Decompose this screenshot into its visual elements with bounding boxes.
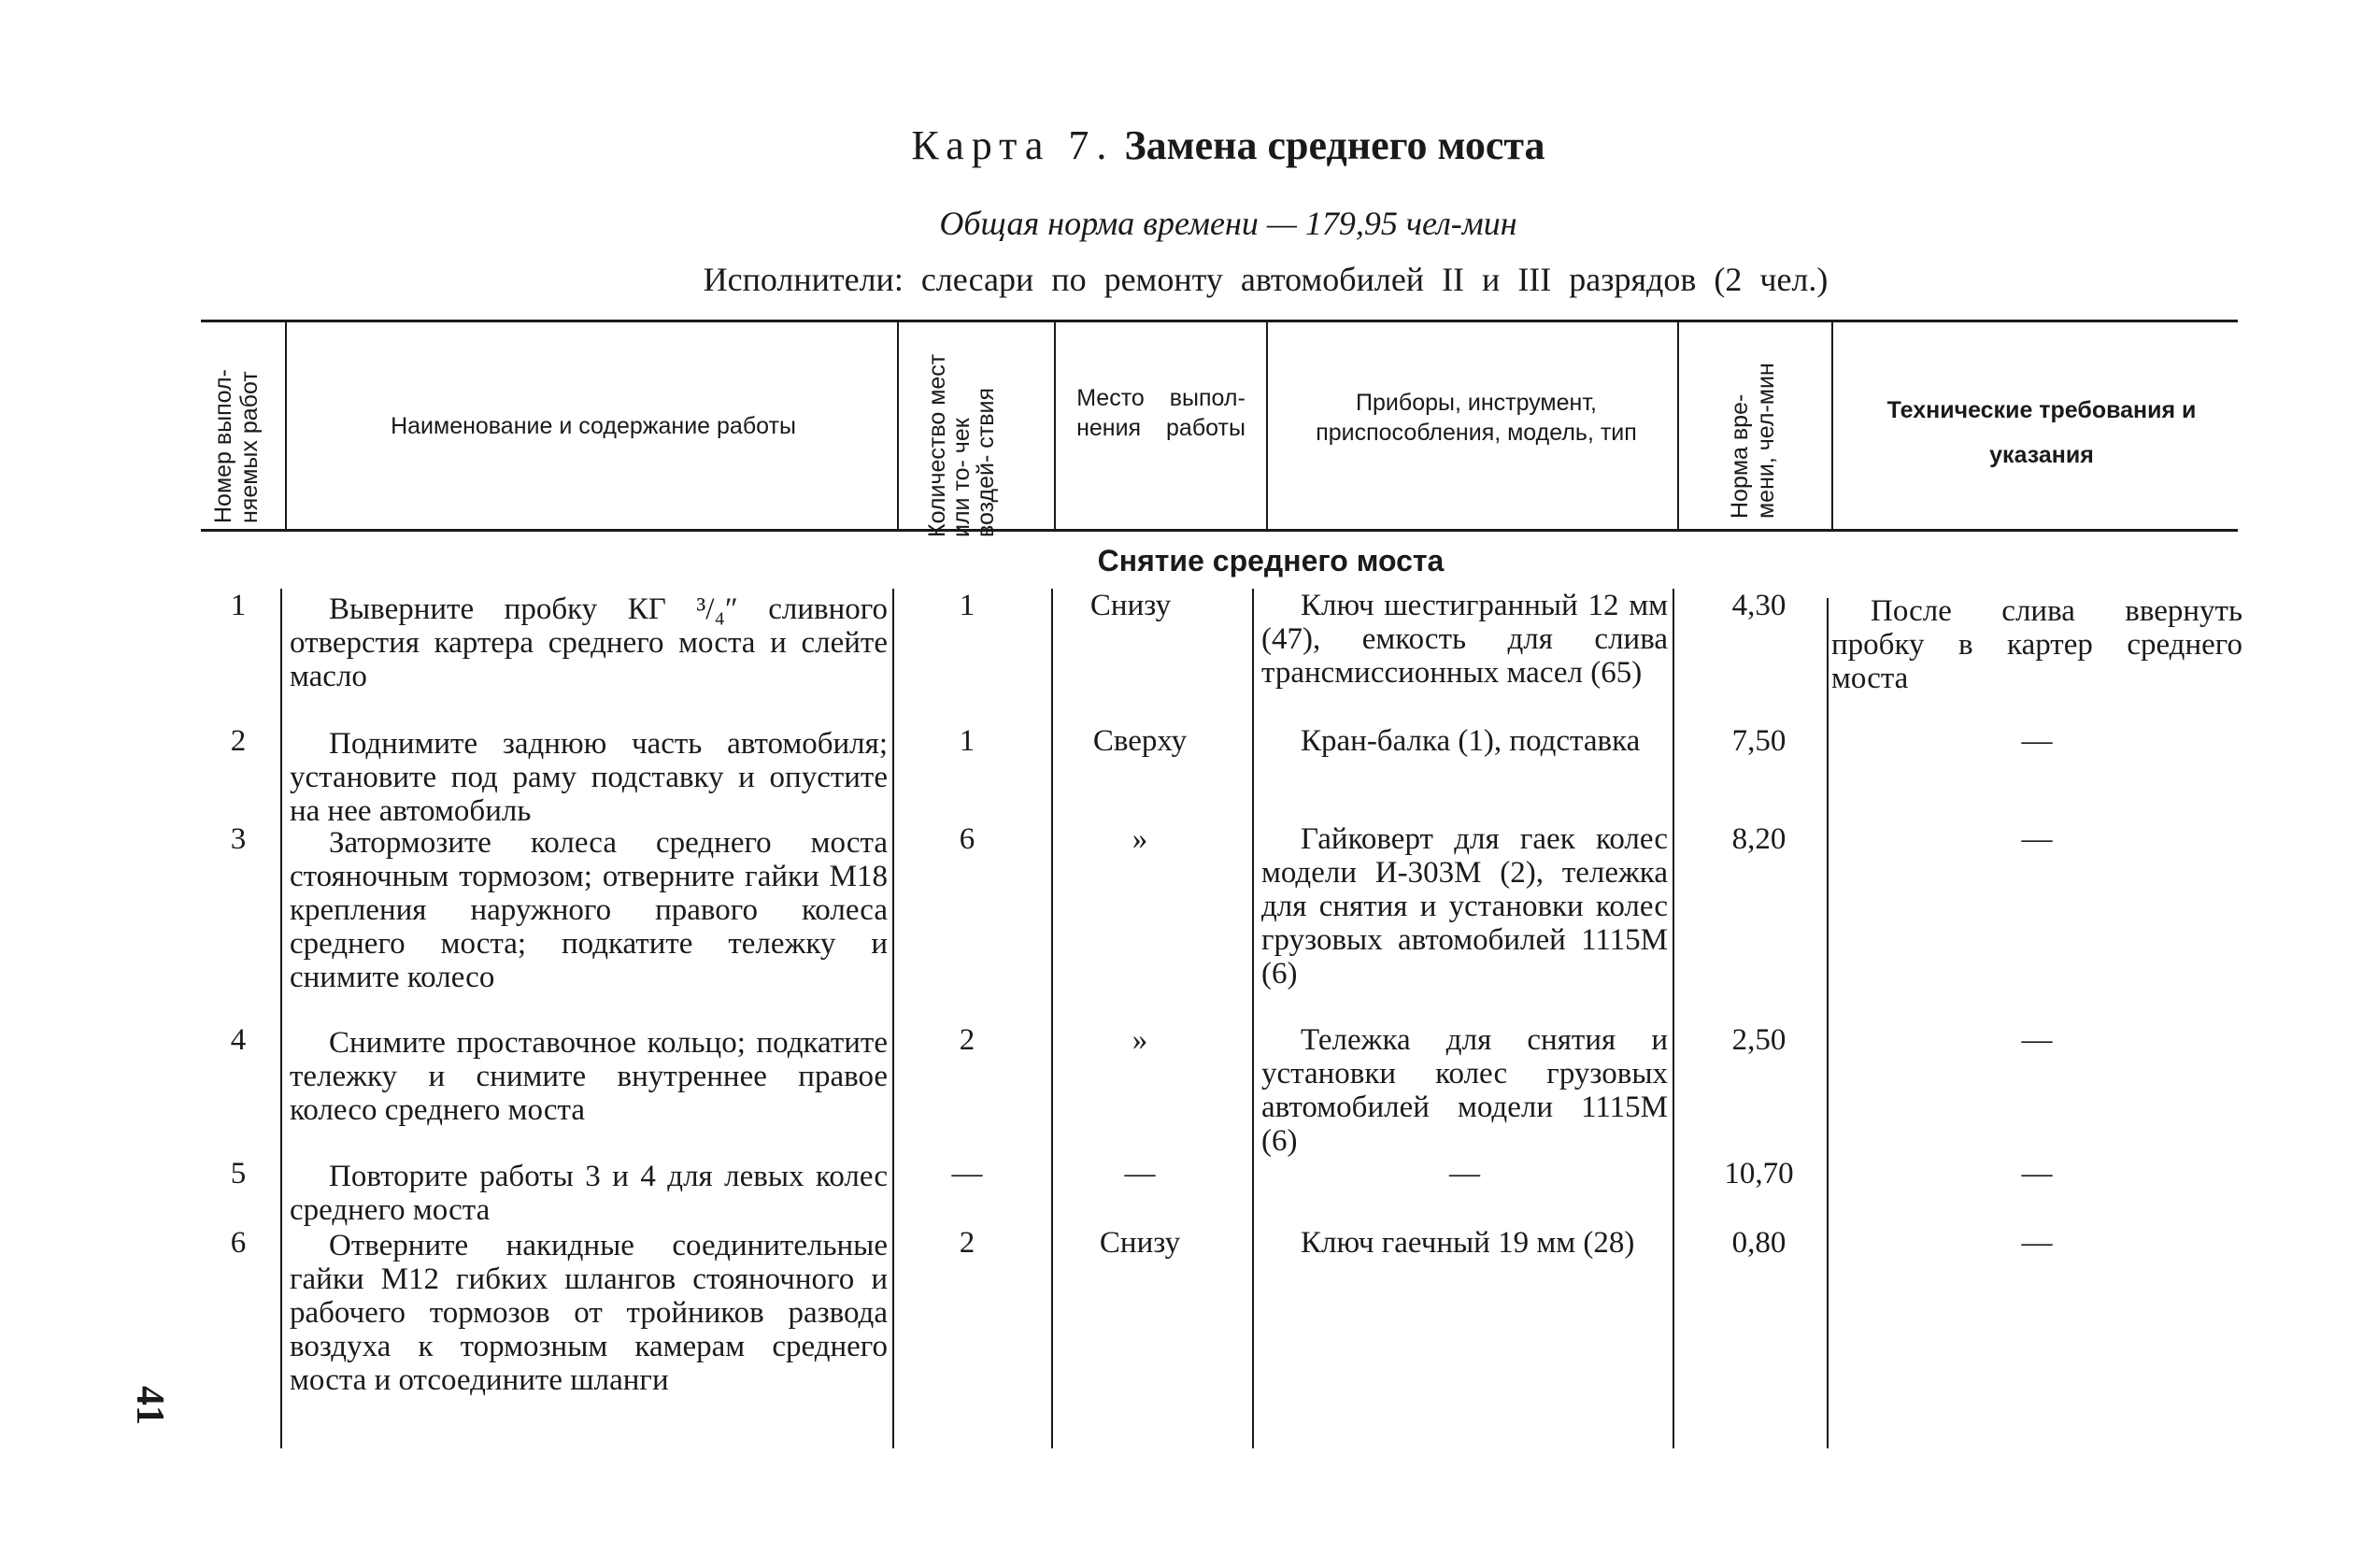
row-2-name: Поднимите заднюю часть автомобиля; установите под раму подставку и опустите на нее автомобиль: [290, 727, 888, 828]
row-6-num: 6: [230, 1226, 247, 1260]
page-title: [0, 121, 2363, 169]
row-2-qty: 1: [959, 724, 975, 758]
row-5-req: —: [2021, 1157, 2053, 1190]
row-2-tools: Кран-балка (1), подставка: [1301, 724, 1641, 758]
header-divider: [1831, 322, 1833, 529]
row-5-tools: —: [1449, 1157, 1480, 1190]
row-6-norm: 0,80: [1731, 1226, 1786, 1260]
row-5-num: 5: [230, 1157, 247, 1190]
row-1-norm: 4,30: [1731, 589, 1786, 622]
row-3-qty: 6: [959, 822, 975, 856]
body-divider: [1051, 589, 1053, 1448]
row-3-name: Затормозите колеса среднего моста стояночным тормозом; отверните гайки М18 крепления наружного правого колеса среднего моста; подкатите тележку и снимите колесо: [290, 826, 888, 994]
row-4-name: Снимите проставочное кольцо; подкатите тележку и снимите внутреннее правое колесо среднего моста: [290, 1026, 888, 1127]
table-top-rule: [201, 320, 2238, 322]
header-divider: [285, 322, 287, 529]
row-1-num: 1: [230, 589, 247, 622]
row-3-tools: Гайковерт для гаек колес модели И-303М (2), тележка для снятия и установки колес грузовых автомобилей 1115М (6): [1261, 822, 1668, 991]
row-6-tools: Ключ гаечный 19 мм (28): [1301, 1226, 1635, 1260]
row-1-name: Выверните пробку КГ ³/₄″ сливного отверстия картера среднего моста и слейте масло: [290, 592, 888, 693]
col-header-num: Номер выпол- няемых работ: [210, 369, 263, 523]
row-3-place: »: [1132, 822, 1148, 856]
row-4-norm: 2,50: [1731, 1023, 1786, 1057]
row-3-num: 3: [230, 822, 247, 856]
header-divider: [1677, 322, 1679, 529]
row-1-req: После слива ввернуть пробку в картер среднего моста: [1831, 594, 2242, 695]
header-bottom-rule: [201, 529, 2238, 532]
col-header-tools: Приборы, инструмент, приспособления, модель, тип: [1316, 390, 1637, 446]
header-divider: [1054, 322, 1056, 529]
row-4-place: »: [1132, 1023, 1148, 1057]
row-5-norm: 10,70: [1724, 1157, 1794, 1190]
row-3-req: —: [2021, 822, 2053, 856]
row-5-name: Повторите работы 3 и 4 для левых колес среднего моста: [290, 1160, 888, 1227]
col-header-place: Место выпол- нения работы: [1076, 385, 1246, 441]
row-5-qty: —: [951, 1157, 983, 1190]
header-divider: [897, 322, 899, 529]
row-4-tools: Тележка для снятия и установки колес грузовых автомобилей модели 1115М (6): [1261, 1023, 1668, 1158]
row-6-req: —: [2021, 1226, 2053, 1260]
executors: Исполнители: слесари по ремонту автомобилей II и III разрядов (2 чел.): [703, 261, 1829, 298]
row-2-req: —: [2021, 724, 2053, 758]
body-divider: [892, 589, 894, 1448]
page-number: 41: [128, 1386, 171, 1425]
row-1-place: Снизу: [1089, 589, 1172, 622]
row-6-qty: 2: [959, 1226, 975, 1260]
row-4-req: —: [2021, 1023, 2053, 1057]
row-4-num: 4: [230, 1023, 247, 1057]
row-6-name: Отверните накидные соединительные гайки М12 гибких шлангов стояночного и рабочего тормозов от тройников развода воздуха к тормозным камерам среднего моста и отсоедините шланги: [290, 1229, 888, 1397]
time-norm: Общая норма времени — 179,95 чел-мин: [939, 205, 1517, 242]
card-title: Замена среднего моста: [1124, 122, 1545, 168]
row-5-place: —: [1124, 1157, 1156, 1190]
body-divider: [1252, 589, 1254, 1448]
col-header-qty: Количество мест или то- чек воздей- ствия: [924, 353, 999, 537]
row-6-place: Снизу: [1099, 1226, 1181, 1260]
col-header-name: Наименование и содержание работы: [391, 413, 796, 439]
card-label: Карта 7.: [911, 122, 1115, 168]
row-1-qty: 1: [959, 589, 975, 622]
col-header-norm: Норма вре- мени, чел-мин: [1727, 363, 1779, 519]
row-4-qty: 2: [959, 1023, 975, 1057]
body-divider: [1673, 589, 1674, 1448]
body-divider: [280, 589, 282, 1448]
section-heading: Снятие среднего моста: [1097, 544, 1445, 577]
row-3-norm: 8,20: [1731, 822, 1786, 856]
row-2-norm: 7,50: [1731, 724, 1786, 758]
col-header-req: Технические требования и указания: [1886, 397, 2197, 468]
header-divider: [1266, 322, 1268, 529]
row-2-place: Сверху: [1092, 724, 1188, 758]
row-2-num: 2: [230, 724, 247, 758]
row-1-tools: Ключ шестигранный 12 мм (47), емкость для слива трансмиссионных масел (65): [1261, 589, 1668, 690]
